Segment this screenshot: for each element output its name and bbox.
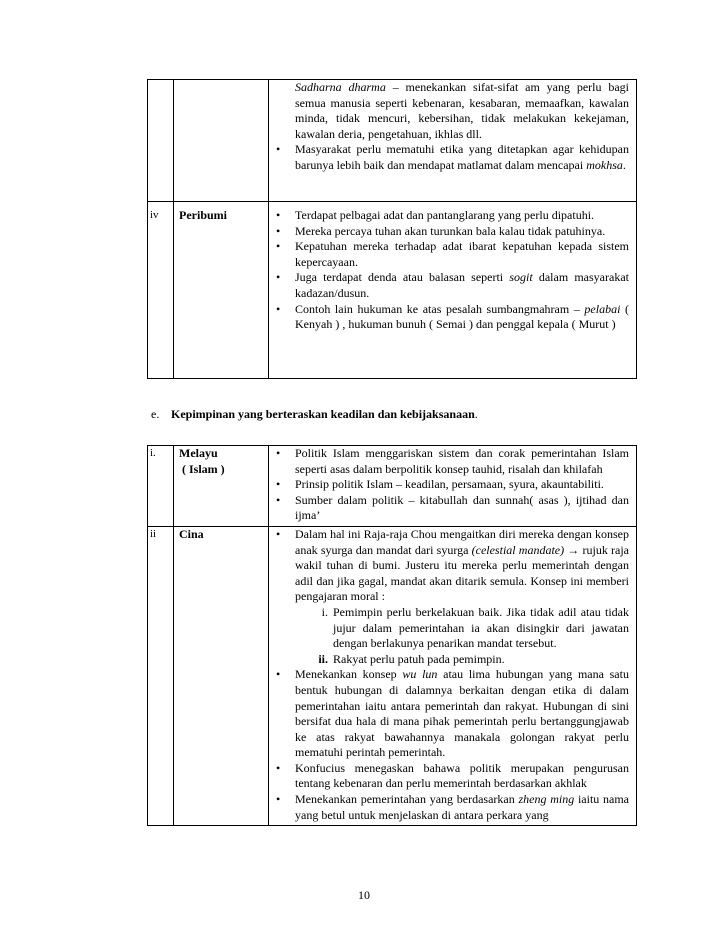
bullet-item: • Dalam hal ini Raja-raja Chou mengaitkan diri mereka dengan konsep anak syurga dan mandat dari syurga (celestial mandate) → rujuk raja wakil tuhan di bumi. Justeru itu mereka perlu memerintah dengan adil dan jika gagal, mandat akan ditarik semula. Konsep ini memberi pengajaran moral : i. Pemimpin perlu berkelakuan baik. Jika tidak adil atau tidak jujur dalam pemerintahan ia akan disingkir dari jawatan dengan berlakunya penarikan mandat tersebut. ii. Rakyat perlu patuh pada pemimpin.: [295, 527, 629, 667]
row-content: [269, 202, 637, 379]
bullet-item: • Masyarakat perlu mematuhi etika yang ditetapkan agar kehidupan barunya lebih baik dan mendapat matlamat dalam mencapai mokhsa.: [295, 142, 629, 173]
bullet-item: • Konfucius menegaskan bahawa politik merupakan pengurusan tentang kebenaran dan perlu memerintah berdasarkan akhlak: [295, 761, 629, 792]
page-number: 10: [358, 888, 370, 902]
sub-list: [295, 605, 629, 667]
table-leadership: [147, 445, 637, 826]
table-row: [148, 202, 637, 379]
continued-text: Sadharna dharma – menekankan sifat-sifat am yang perlu bagi semua manusia seperti kebenaran, kesabaran, memaafkan, kawalan minda, tidak mencuri, kebersihan, tidak melakukan kekejaman, kawalan deria, pengetahuan, ikhlas dll.: [295, 80, 629, 141]
table-continuation: [147, 79, 637, 379]
bullet-item: • Politik Islam menggariskan sistem dan corak pemerintahan Islam seperti asas dalam berpolitik konsep tauhid, risalah dan khilafah: [295, 446, 629, 477]
bullet-item: • Menekankan pemerintahan yang berdasarkan zheng ming iaitu nama yang betul untuk menjelaskan di antara perkara yang: [295, 792, 629, 823]
sub-item: i. Pemimpin perlu berkelakuan baik. Jika tidak adil atau tidak jujur dalam pemerintahan ia akan disingkir dari jawatan dengan berlakunya penarikan mandat tersebut.: [321, 604, 629, 651]
bullet-item: • Mereka percaya tuhan akan turunkan bala kalau tidak patuhinya.: [295, 224, 629, 240]
section-letter: e.: [151, 407, 160, 421]
table-row: [148, 80, 637, 202]
section-title: Kepimpinan yang berteraskan keadilan dan kebijaksanaan: [171, 407, 475, 421]
row-content: [269, 526, 637, 825]
row-number: [148, 80, 174, 202]
sub-item: ii. Rakyat perlu patuh pada pemimpin.: [318, 651, 505, 666]
bullet-item: • Contoh lain hukuman ke atas pesalah sumbangmahram – pelabai ( Kenyah ) , hukuman bunuh ( Semai ) dan penggal kepala ( Murut ): [295, 302, 629, 333]
bullet-item: • Terdapat pelbagai adat dan pantanglarang yang perlu dipatuhi.: [295, 208, 629, 224]
row-heading: Peribumi: [174, 202, 269, 379]
table-row: [148, 446, 637, 527]
bullet-item: • Kepatuhan mereka terhadap adat ibarat kepatuhan kepada sistem kepercayaan.: [295, 239, 629, 270]
section-heading: e. Kepimpinan yang berteraskan keadilan dan kebijaksanaan.: [151, 407, 478, 421]
row-number: iv: [148, 202, 174, 379]
row-heading: Cina: [174, 526, 269, 825]
bullet-item: • Sumber dalam politik – kitabullah dan sunnah( asas ), ijtihad dan ijma’: [295, 493, 629, 524]
bullet-item: • Juga terdapat denda atau balasan seperti sogit dalam masyarakat kadazan/dusun.: [295, 270, 629, 301]
bullet-item: • Prinsip politik Islam – keadilan, persamaan, syura, akauntabiliti.: [295, 477, 629, 493]
bullet-item: • Menekankan konsep wu lun atau lima hubungan yang mana satu bentuk hubungan di dalamnya berkaitan dengan etika di dalam pemerintahan iaitu antara pemerintah dan rakyat. Hubungan di sini bersifat dua hala di mana pihak pemerintah perlu bertanggungjawab ke atas rakyat bawahannya manakala golongan rakyat perlu mematuhi perintah pemerintah.: [295, 667, 629, 761]
row-number: ii: [148, 526, 174, 825]
row-heading: Melayu ( Islam ): [174, 446, 269, 527]
row-content: [269, 446, 637, 527]
table-row: [148, 526, 637, 825]
row-content: [269, 80, 637, 202]
row-number: i.: [148, 446, 174, 527]
row-heading: [174, 80, 269, 202]
